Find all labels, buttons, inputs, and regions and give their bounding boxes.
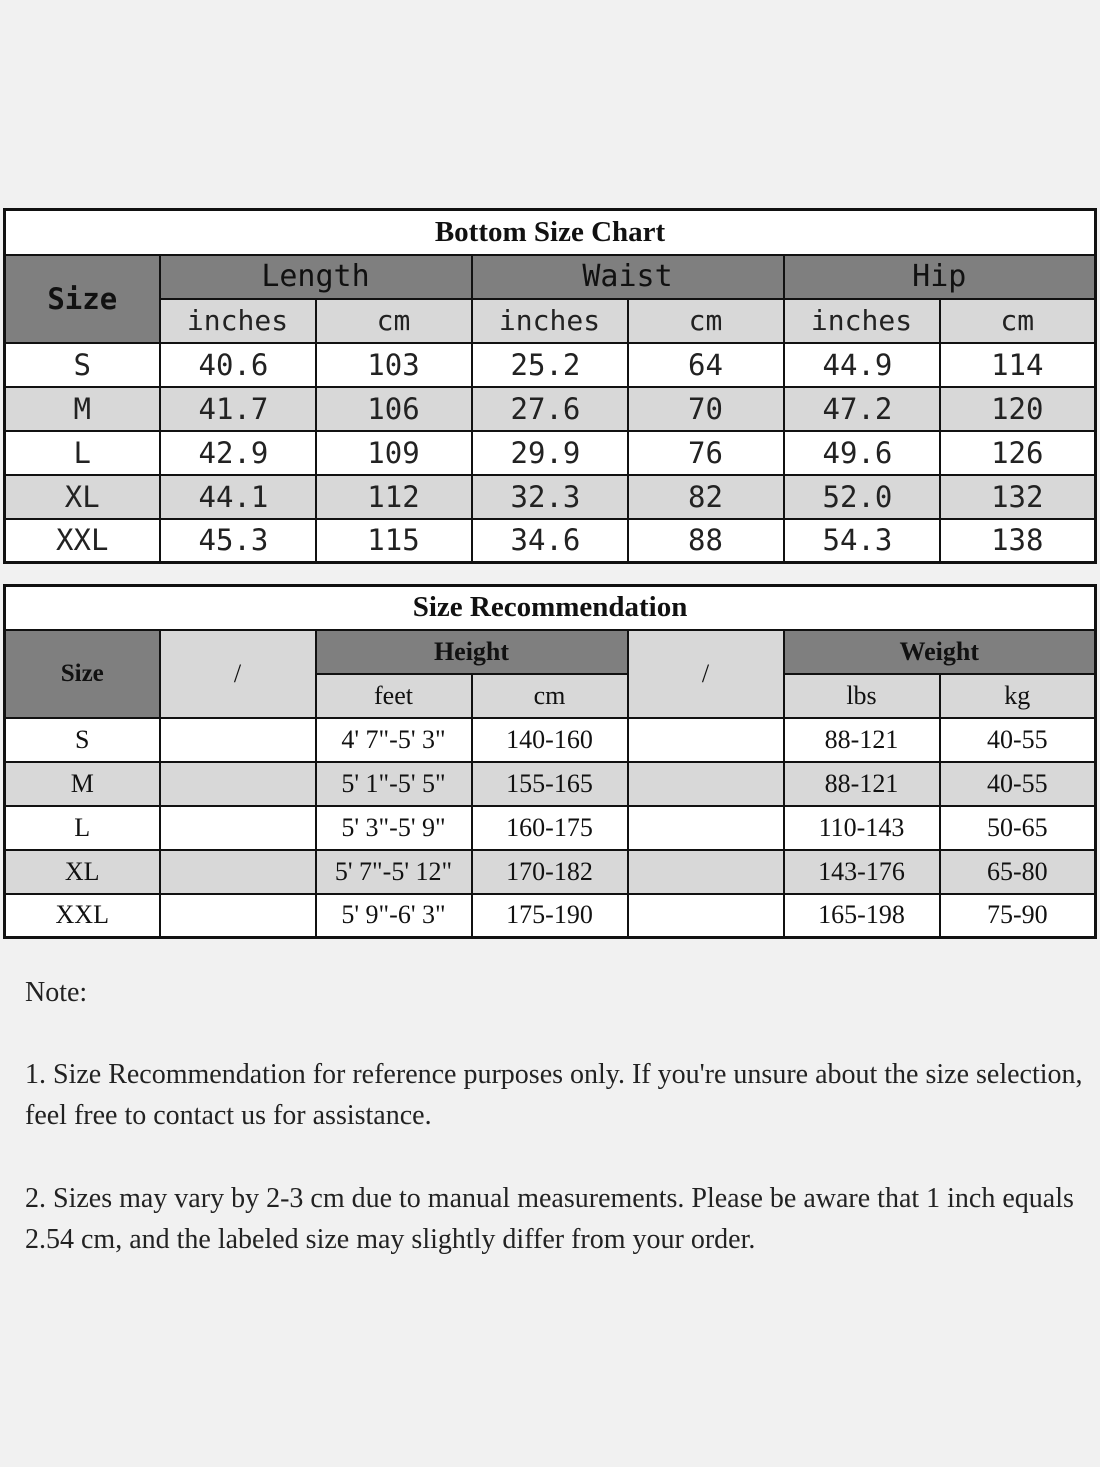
hip-cm-cell: 126 <box>940 431 1096 475</box>
empty-cell <box>160 718 316 762</box>
table-row <box>5 431 1096 475</box>
length-inches-cell: 45.3 <box>160 519 316 563</box>
waist-inches-cell: 32.3 <box>472 475 628 519</box>
length-inches-cell: 40.6 <box>160 343 316 387</box>
empty-cell <box>628 762 784 806</box>
chart-unit-waist-cm: cm <box>628 299 784 343</box>
table-row <box>5 806 1096 850</box>
note-item-1: 1. Size Recommendation for reference purposes only. If you're unsure about the size selection, feel free to contact us for assistance. <box>25 1059 1083 1131</box>
chart-size-header: Size <box>5 255 160 343</box>
size-cell: XXL <box>5 519 160 563</box>
height-feet-cell: 5' 1"-5' 5" <box>316 762 472 806</box>
weight-lbs-cell: 88-121 <box>784 718 940 762</box>
chart-unit-length-cm: cm <box>316 299 472 343</box>
size-cell: M <box>5 762 160 806</box>
weight-lbs-cell: 165-198 <box>784 894 940 938</box>
waist-inches-cell: 25.2 <box>472 343 628 387</box>
weight-kg-cell: 65-80 <box>940 850 1096 894</box>
recommendation-unit-lbs: lbs <box>784 674 940 718</box>
hip-cm-cell: 138 <box>940 519 1096 563</box>
chart-hip-header: Hip <box>784 255 1096 299</box>
waist-inches-cell: 27.6 <box>472 387 628 431</box>
weight-lbs-cell: 143-176 <box>784 850 940 894</box>
height-cm-cell: 160-175 <box>472 806 628 850</box>
table-row <box>5 718 1096 762</box>
length-cm-cell: 115 <box>316 519 472 563</box>
weight-kg-cell: 50-65 <box>940 806 1096 850</box>
length-cm-cell: 109 <box>316 431 472 475</box>
size-cell: S <box>5 718 160 762</box>
weight-kg-cell: 40-55 <box>940 762 1096 806</box>
recommendation-unit-kg: kg <box>940 674 1096 718</box>
recommendation-size-header: Size <box>5 630 160 718</box>
chart-waist-header: Waist <box>472 255 784 299</box>
length-cm-cell: 112 <box>316 475 472 519</box>
size-cell: L <box>5 431 160 475</box>
hip-cm-cell: 114 <box>940 343 1096 387</box>
weight-kg-cell: 40-55 <box>940 718 1096 762</box>
bottom-size-chart-table <box>3 208 1097 564</box>
table-row <box>5 387 1096 431</box>
recommendation-weight-header: Weight <box>784 630 1096 674</box>
hip-inches-cell: 54.3 <box>784 519 940 563</box>
recommendation-height-header: Height <box>316 630 628 674</box>
empty-cell <box>160 762 316 806</box>
chart-title: Bottom Size Chart <box>5 210 1096 255</box>
chart-unit-hip-cm: cm <box>940 299 1096 343</box>
length-inches-cell: 44.1 <box>160 475 316 519</box>
size-cell: XL <box>5 850 160 894</box>
length-cm-cell: 103 <box>316 343 472 387</box>
table-row <box>5 894 1096 938</box>
empty-cell <box>160 850 316 894</box>
notes-heading: Note: <box>25 977 88 1008</box>
waist-inches-cell: 29.9 <box>472 431 628 475</box>
hip-cm-cell: 120 <box>940 387 1096 431</box>
recommendation-slash-cell: / <box>628 630 784 718</box>
empty-cell <box>160 894 316 938</box>
waist-cm-cell: 70 <box>628 387 784 431</box>
height-cm-cell: 175-190 <box>472 894 628 938</box>
chart-unit-length-inches: inches <box>160 299 316 343</box>
hip-inches-cell: 44.9 <box>784 343 940 387</box>
empty-cell <box>628 718 784 762</box>
recommendation-title: Size Recommendation <box>5 586 1096 630</box>
waist-inches-cell: 34.6 <box>472 519 628 563</box>
waist-cm-cell: 88 <box>628 519 784 563</box>
height-cm-cell: 155-165 <box>472 762 628 806</box>
table-row <box>5 475 1096 519</box>
size-cell: M <box>5 387 160 431</box>
empty-cell <box>628 806 784 850</box>
height-feet-cell: 5' 3"-5' 9" <box>316 806 472 850</box>
empty-cell <box>628 894 784 938</box>
height-cm-cell: 170-182 <box>472 850 628 894</box>
chart-unit-hip-inches: inches <box>784 299 940 343</box>
height-feet-cell: 4' 7"-5' 3" <box>316 718 472 762</box>
height-feet-cell: 5' 7"-5' 12" <box>316 850 472 894</box>
size-recommendation-table <box>3 584 1097 939</box>
empty-cell <box>160 806 316 850</box>
hip-inches-cell: 49.6 <box>784 431 940 475</box>
size-cell: XXL <box>5 894 160 938</box>
waist-cm-cell: 82 <box>628 475 784 519</box>
recommendation-unit-cm: cm <box>472 674 628 718</box>
height-cm-cell: 140-160 <box>472 718 628 762</box>
weight-kg-cell: 75-90 <box>940 894 1096 938</box>
weight-lbs-cell: 110-143 <box>784 806 940 850</box>
length-inches-cell: 41.7 <box>160 387 316 431</box>
size-cell: L <box>5 806 160 850</box>
size-cell: S <box>5 343 160 387</box>
weight-lbs-cell: 88-121 <box>784 762 940 806</box>
hip-inches-cell: 47.2 <box>784 387 940 431</box>
recommendation-slash-cell: / <box>160 630 316 718</box>
chart-length-header: Length <box>160 255 472 299</box>
hip-cm-cell: 132 <box>940 475 1096 519</box>
chart-unit-waist-inches: inches <box>472 299 628 343</box>
notes-section <box>25 972 1085 1260</box>
length-cm-cell: 106 <box>316 387 472 431</box>
table-row <box>5 519 1096 563</box>
waist-cm-cell: 76 <box>628 431 784 475</box>
empty-cell <box>628 850 784 894</box>
table-row <box>5 762 1096 806</box>
table-row <box>5 850 1096 894</box>
table-row <box>5 343 1096 387</box>
height-feet-cell: 5' 9"-6' 3" <box>316 894 472 938</box>
hip-inches-cell: 52.0 <box>784 475 940 519</box>
waist-cm-cell: 64 <box>628 343 784 387</box>
length-inches-cell: 42.9 <box>160 431 316 475</box>
note-item-2: 2. Sizes may vary by 2-3 cm due to manual measurements. Please be aware that 1 inch equals 2.54 cm, and the labeled size may slightly differ from your order. <box>25 1183 1074 1255</box>
size-cell: XL <box>5 475 160 519</box>
recommendation-unit-feet: feet <box>316 674 472 718</box>
